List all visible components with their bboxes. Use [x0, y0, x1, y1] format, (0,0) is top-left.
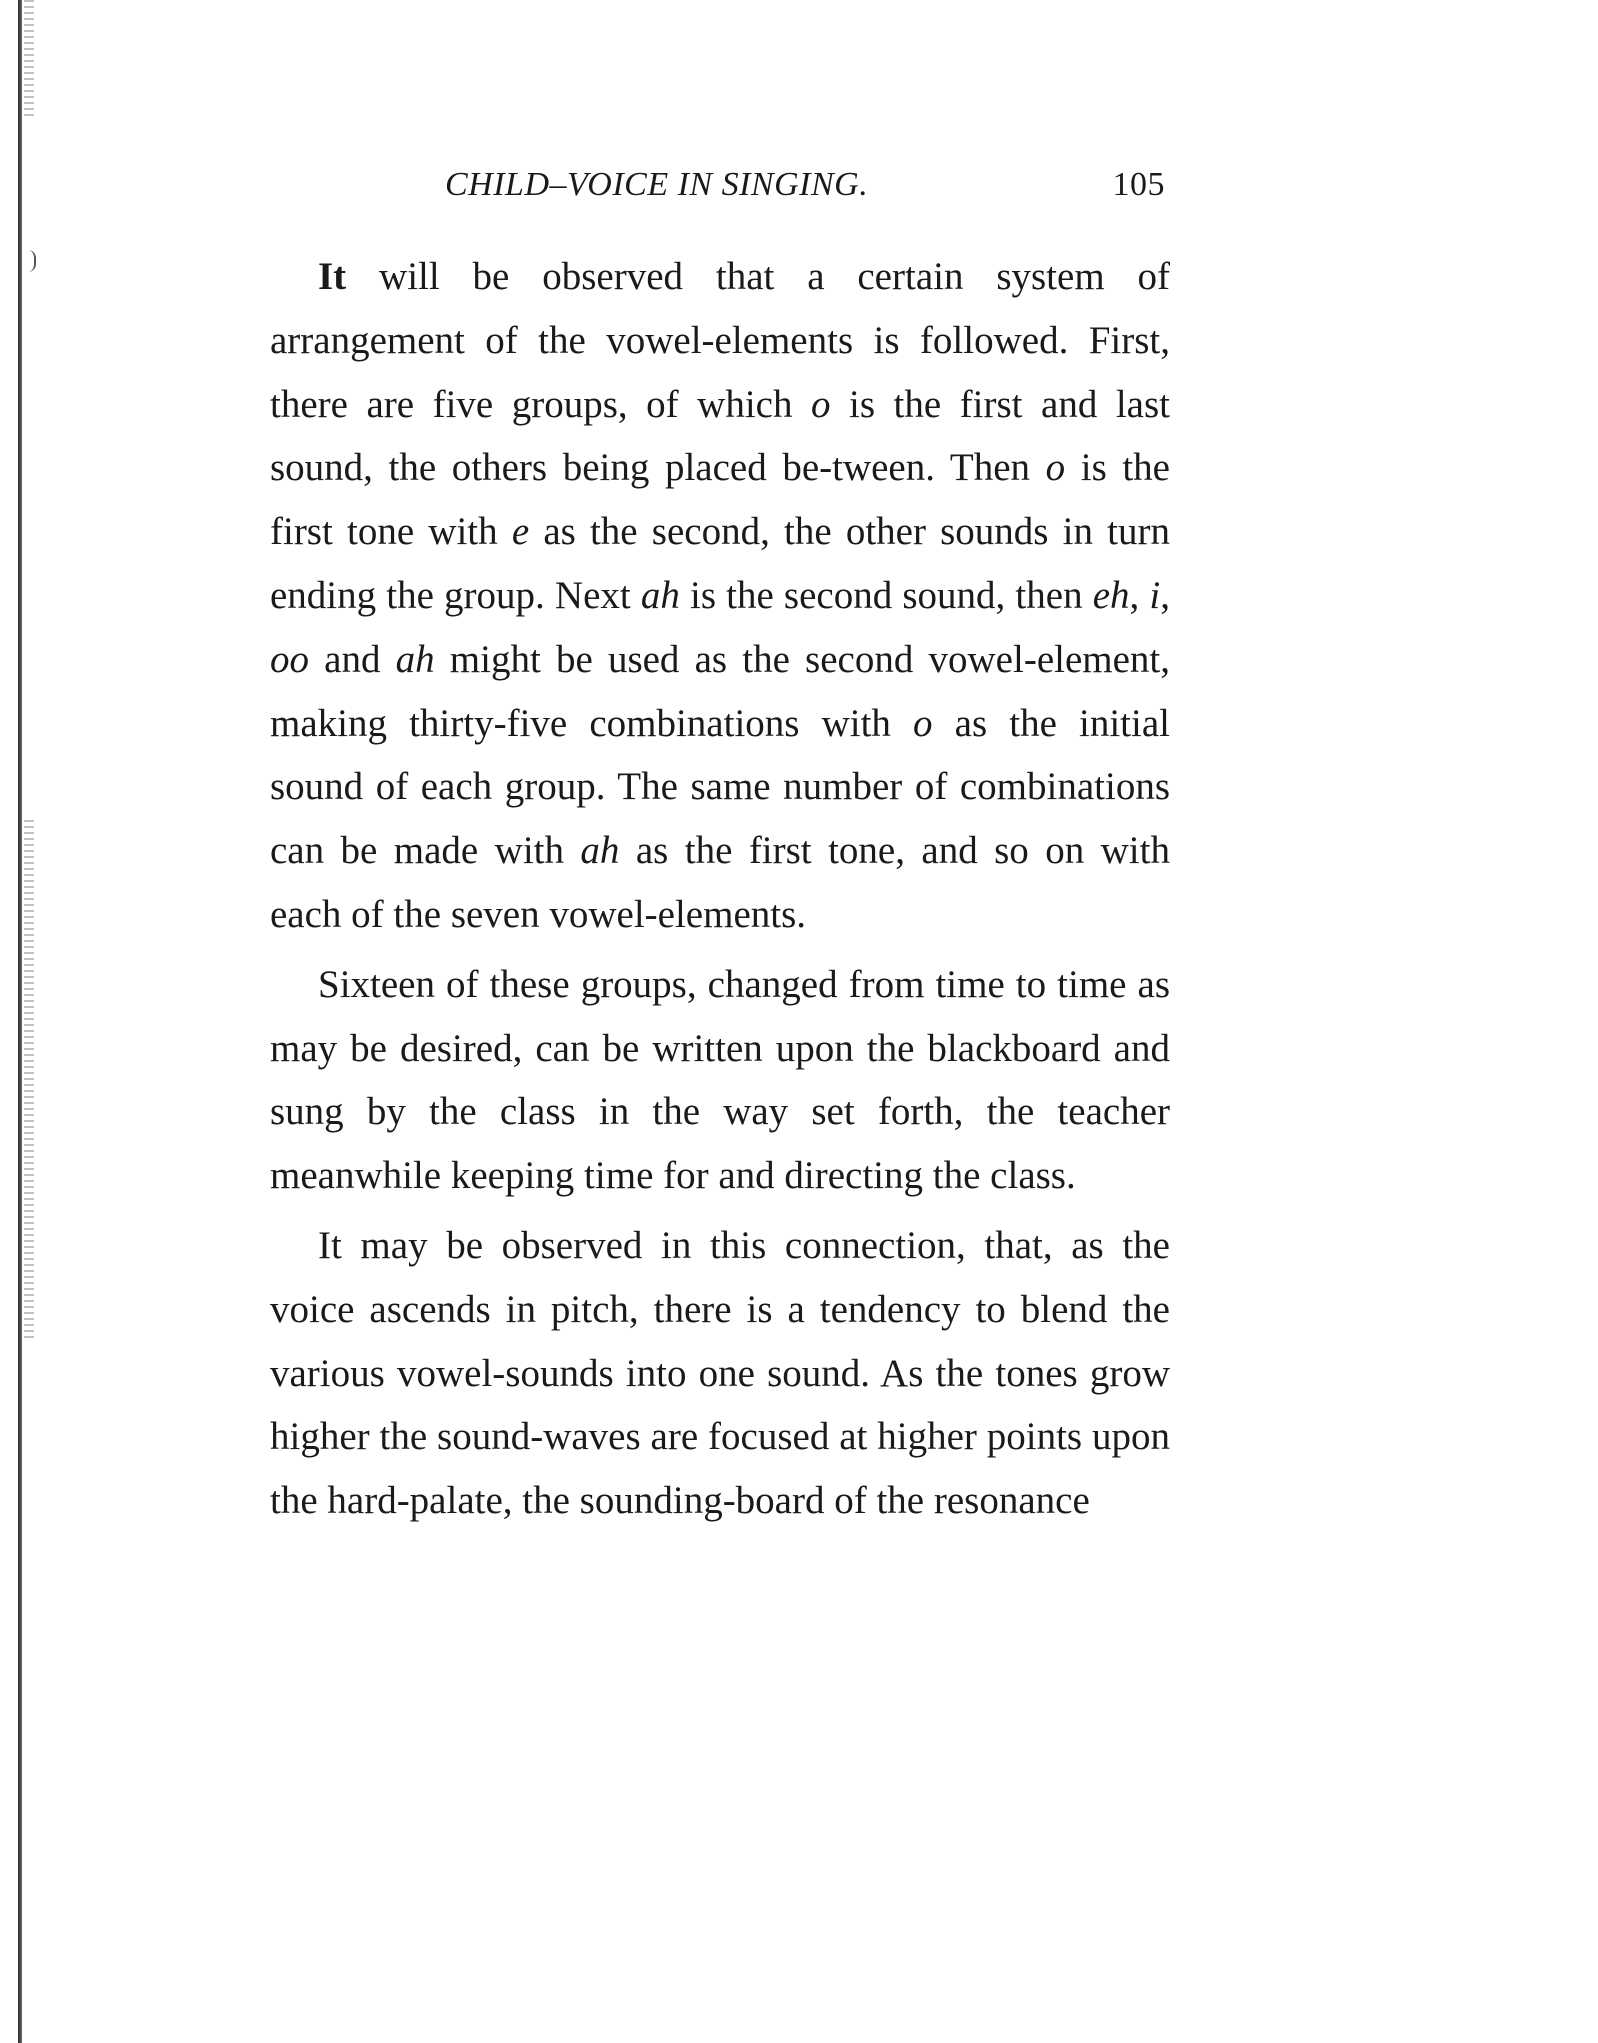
- text-run: as the first tone, and so on with each of the seven vowel-elements.: [270, 829, 1170, 936]
- text-run: is the second sound, then: [679, 573, 1093, 617]
- text-run: is the first and last sound, the others being placed be-tween. Then: [270, 382, 1170, 490]
- text-run: ,: [1129, 573, 1150, 617]
- paragraph-1: [270, 245, 1170, 947]
- binding-edge: [18, 0, 22, 2043]
- text-run: will be observed that a certain system of arrangement of the vowel-elements is followed. First, there are five groups, of which: [270, 255, 1170, 426]
- text-run: as the initial sound of each group. The same number of combinations can be made with: [270, 701, 1170, 873]
- text-run: might be used as the second vowel-element, making thirty-five combinations with: [270, 637, 1171, 745]
- vowel-term: e: [511, 510, 530, 554]
- binding-speckle-middle: [24, 820, 34, 1340]
- vowel-term: ah: [580, 829, 620, 873]
- vowel-term: oo: [270, 637, 309, 681]
- text-run: is the first tone with: [270, 446, 1170, 554]
- vowel-term: ah: [395, 637, 435, 681]
- vowel-term: o: [810, 382, 831, 426]
- running-title: CHILD–VOICE IN SINGING.: [445, 166, 869, 203]
- body-text: [270, 245, 1170, 1539]
- text-run: ,: [1160, 573, 1171, 617]
- text-run: and: [309, 637, 396, 681]
- paragraph-3: It may be observed in this connection, that, as the voice ascends in pitch, there is a tendency to blend the various vowel-sounds into one sound. As the tones grow higher the sound-waves are focused at higher points upon the hard-palate, the sounding-board of the resonance: [270, 1223, 1170, 1523]
- page-header: [445, 160, 1165, 210]
- text-run: as the second, the other sounds in turn ending the group. Next: [270, 510, 1170, 617]
- page-number: 105: [1112, 166, 1165, 203]
- vowel-term: eh: [1092, 573, 1130, 617]
- vowel-term: o: [1045, 446, 1066, 490]
- paragraph-2: Sixteen of these groups, changed from time to time as may be desired, can be written upon the blackboard and sung by the class in the way set forth, the teacher meanwhile keeping time for and directing the class.: [270, 962, 1170, 1198]
- vowel-term: o: [913, 701, 933, 745]
- paragraph-lead-word: It: [318, 255, 347, 298]
- vowel-term: ah: [640, 573, 680, 617]
- binding-mark: [28, 250, 36, 272]
- binding-speckle-top: [24, 0, 34, 120]
- vowel-term: i: [1149, 573, 1161, 617]
